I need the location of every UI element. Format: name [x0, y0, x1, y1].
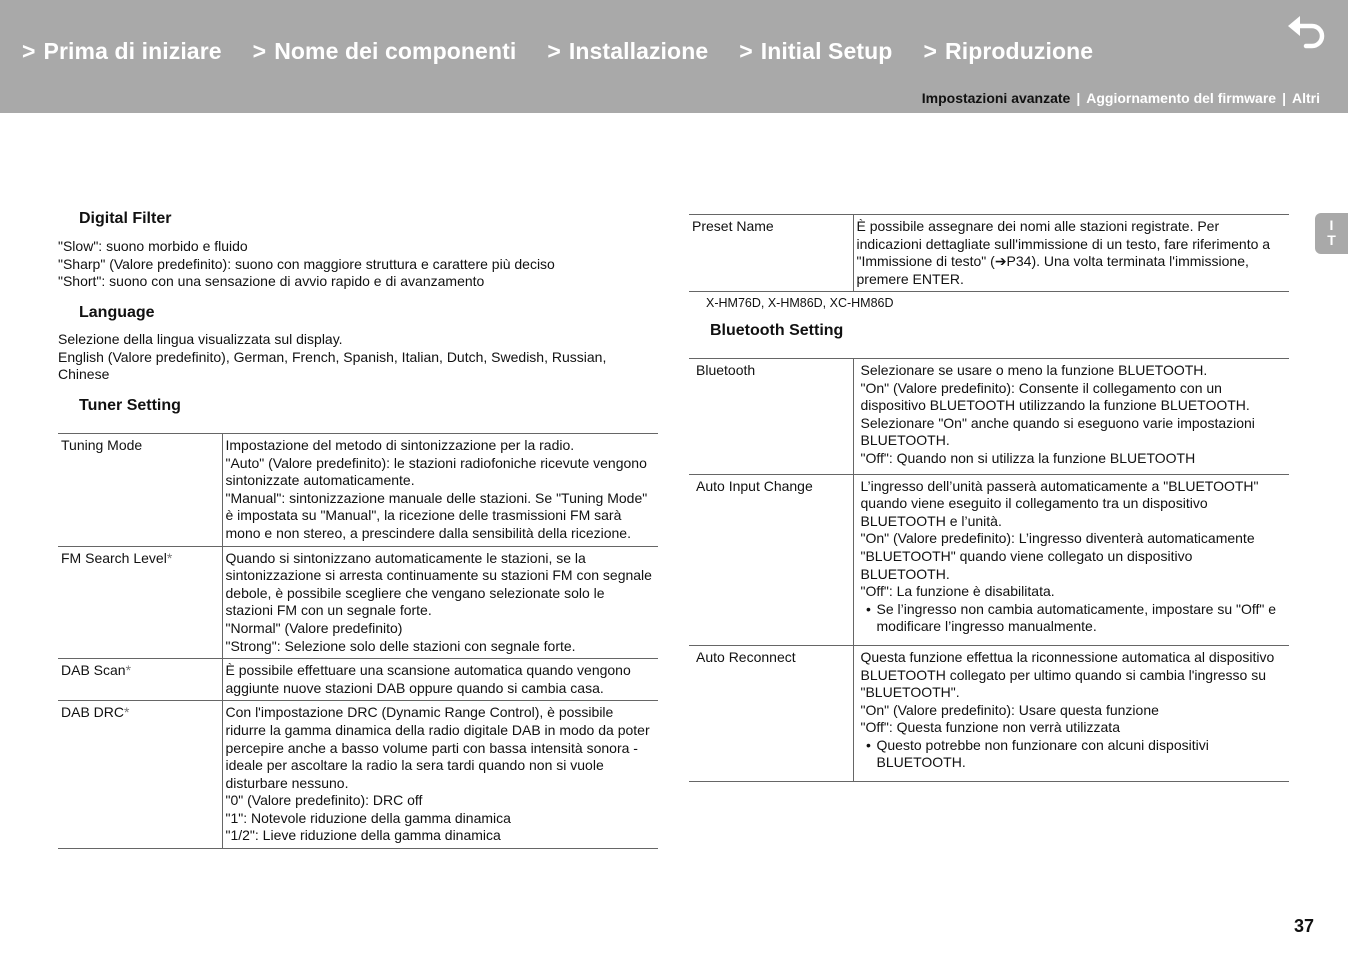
setting-description: È possibile effettuare una scansione automatica quando vengono aggiunte nuove stazioni DAB oppure quando si cambia casa. [222, 659, 658, 701]
bullet-note: • Se l’ingresso non cambia automaticamente, impostare su "Off" e modificare l’ingresso manualmente. [861, 601, 1286, 636]
language-heading: Language [79, 304, 155, 321]
setting-name: DAB DRC* [58, 701, 222, 849]
return-arrow-icon[interactable] [1284, 14, 1330, 54]
page-reference-arrow-icon: ➔ [994, 253, 1007, 270]
digital-filter-text: "Slow": suono morbido e fluido "Sharp" (Valore predefinito): suono con maggiore struttura e carattere più deciso "Short": suono con una sensazione di avvio rapido e di avanzamento [58, 238, 555, 290]
bullet-icon: • [866, 600, 871, 617]
nav-installazione[interactable]: > Installazione [547, 38, 709, 64]
table-row [689, 645, 1289, 781]
asterisk-note: * [166, 549, 173, 566]
setting-name: Tuning Mode [58, 434, 222, 547]
table-row [58, 434, 658, 547]
setting-name: Bluetooth [689, 359, 853, 475]
header-bar [0, 0, 1348, 113]
table-row [58, 546, 658, 659]
digital-filter-heading: Digital Filter [79, 210, 172, 227]
setting-name: DAB Scan* [58, 659, 222, 701]
setting-name: Auto Reconnect [689, 645, 853, 781]
language-text: Selezione della lingua visualizzata sul display. English (Valore predefinito), German, French, Spanish, Italian, Dutch, Swedish, Russian, Chinese [58, 331, 607, 383]
setting-description: Con l'impostazione DRC (Dynamic Range Control), è possibile ridurre la gamma dinamica della radio digitale DAB in modo da poter percepire anche a basso volume parti con bassa intensità sonora - ideale per ascoltare la radio la sera tardi quando non si vuole disturbare nessuno. "0" (Valore predefinito): DRC off "1": Notevole riduzione della gamma dinamica "1/2": Lieve riduzione della gamma dinamica [222, 701, 658, 849]
setting-description: Impostazione del metodo di sintonizzazione per la radio. "Auto" (Valore predefinito): le stazioni radiofoniche ricevute vengono sintonizzate automaticamente. "Manual": sintonizzazione manuale delle stazioni. Se "Tuning Mode" è impostata su "Manual", la ricezione delle trasmissioni FM sarà mono e non stereo, a prescindere dalla sensibilità della ricezione. [222, 434, 658, 547]
setting-description: Selezionare se usare o meno la funzione BLUETOOTH. "On" (Valore predefinito): Consente il collegamento con un dispositivo BLUETOOTH utilizzando la funzione BLUETOOTH. Selezionare "On" anche quando si eseguono varie impostazioni BLUETOOTH. "Off": Quando non si utilizza la funzione BLUETOOTH [853, 359, 1289, 475]
table-row [58, 701, 658, 849]
setting-description: Questa funzione effettua la riconnessione automatica al dispositivo BLUETOOTH collegato per ultimo quando si cambia l'ingresso su "BLUETOOTH". "On" (Valore predefinito): Usare questa funzione "Off": Questa funzione non verrà utilizzata • Questo potrebbe non funzionare con alcuni dispositivi BLUETOOTH. [853, 645, 1289, 781]
bullet-note: • Questo potrebbe non funzionare con alcuni dispositivi BLUETOOTH. [861, 737, 1286, 772]
nav-initial-setup[interactable]: > Initial Setup [739, 38, 893, 64]
setting-name: Auto Input Change [689, 474, 853, 645]
nav-prima-di-iniziare[interactable]: > Prima di iniziare [22, 38, 222, 64]
table-row [689, 359, 1289, 475]
models-note: X-HM76D, X-HM86D, XC-HM86D [706, 296, 894, 310]
setting-description: È possibile assegnare dei nomi alle stazioni registrate. Per indicazioni dettagliate sull'immissione di un testo, fare riferimento a "Immissione di testo" (➔P34). Una volta terminata l'immissione, premere ENTER. [853, 215, 1289, 292]
tuner-setting-heading: Tuner Setting [79, 397, 181, 414]
nav-nome-dei-componenti[interactable]: > Nome dei componenti [252, 38, 517, 64]
bluetooth-setting-table [689, 358, 1289, 782]
table-row [689, 215, 1289, 292]
bluetooth-setting-heading: Bluetooth Setting [710, 322, 844, 339]
setting-description: Quando si sintonizzano automaticamente le stazioni, se la sintonizzazione si arresta continuamente su stazioni FM con segnale debole, è possibile scegliere che vengano selezionate solo le stazioni FM con un segnale forte. "Normal" (Valore predefinito) "Strong": Selezione solo delle stazioni con segnale forte. [222, 546, 658, 659]
main-nav [22, 38, 1124, 65]
table-row [58, 659, 658, 701]
subnav-aggiornamento-firmware[interactable]: Aggiornamento del firmware [1086, 90, 1277, 106]
asterisk-note: * [124, 704, 130, 721]
sub-nav: Impostazioni avanzate | Aggiornamento del firmware | Altri [921, 90, 1320, 106]
bullet-icon: • [866, 736, 871, 753]
table-row [689, 474, 1289, 645]
tuner-setting-table [58, 433, 658, 849]
setting-name: FM Search Level* [58, 546, 222, 659]
setting-name: Preset Name [689, 215, 853, 292]
subnav-impostazioni-avanzate[interactable]: Impostazioni avanzate [921, 90, 1071, 106]
asterisk-note: * [125, 662, 132, 679]
preset-name-table [689, 214, 1289, 292]
subnav-altri[interactable]: Altri [1292, 90, 1320, 106]
language-tab[interactable]: I T [1315, 213, 1348, 254]
setting-description: L’ingresso dell’unità passerà automaticamente a "BLUETOOTH" quando viene eseguito il collegamento tra un dispositivo BLUETOOTH e l’unità. "On" (Valore predefinito): L’ingresso diventerà automaticamente "BLUETOOTH" quando viene collegato un dispositivo BLUETOOTH. "Off": La funzione è disabilitata. • Se l’ingresso non cambia automaticamente, impostare su "Off" e modificare l’ingresso manualmente. [853, 474, 1289, 645]
nav-riproduzione[interactable]: > Riproduzione [923, 38, 1094, 64]
page-number: 37 [1294, 916, 1315, 936]
